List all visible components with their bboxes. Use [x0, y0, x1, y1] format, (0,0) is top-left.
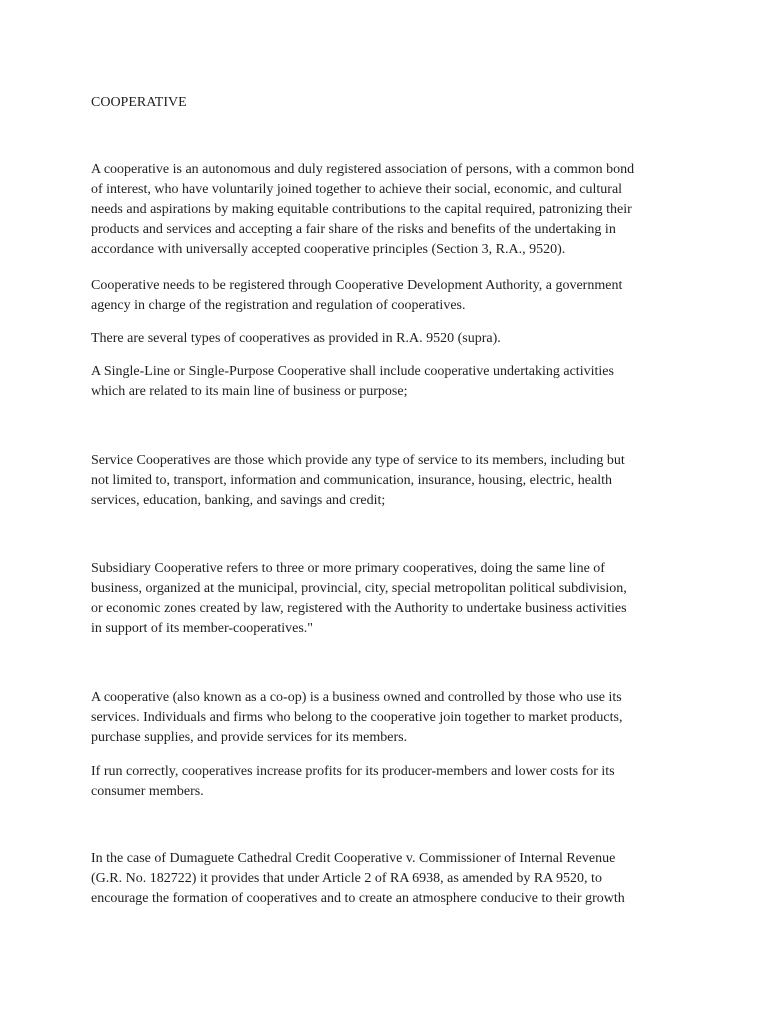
- paragraph-line: agency in charge of the registration and regulation of cooperatives.: [91, 298, 466, 313]
- paragraph-line: accordance with universally accepted cooperative principles (Section 3, R.A., 9520).: [91, 242, 566, 257]
- paragraph-line: services, education, banking, and savings and credit;: [91, 493, 386, 508]
- paragraph-line: In the case of Dumaguete Cathedral Credit Cooperative v. Commissioner of Internal Revenue: [91, 851, 616, 866]
- paragraph-line: consumer members.: [91, 784, 204, 799]
- paragraph-line: (G.R. No. 182722) it provides that under Article 2 of RA 6938, as amended by RA 9520, to: [91, 871, 602, 886]
- paragraph-line: There are several types of cooperatives as provided in R.A. 9520 (supra).: [91, 331, 501, 346]
- paragraph-line: in support of its member-cooperatives.": [91, 621, 313, 636]
- paragraph-line: of interest, who have voluntarily joined together to achieve their social, economic, and cultural: [91, 182, 623, 197]
- paragraph-line: If run correctly, cooperatives increase profits for its producer-members and lower costs for its: [91, 764, 615, 779]
- paragraph-line: Subsidiary Cooperative refers to three or more primary cooperatives, doing the same line of: [91, 561, 605, 576]
- paragraph-line: A cooperative (also known as a co-op) is a business owned and controlled by those who use its: [91, 690, 622, 705]
- paragraph-line: purchase supplies, and provide services for its members.: [91, 730, 408, 745]
- document-title: COOPERATIVE: [91, 95, 187, 110]
- paragraph-line: Cooperative needs to be registered through Cooperative Development Authority, a government: [91, 278, 623, 293]
- paragraph-line: needs and aspirations by making equitable contributions to the capital required, patronizing their: [91, 202, 632, 217]
- paragraph-line: A Single-Line or Single-Purpose Cooperative shall include cooperative undertaking activities: [91, 364, 614, 379]
- paragraph-line: services. Individuals and firms who belong to the cooperative join together to market products,: [91, 710, 623, 725]
- paragraph-line: Service Cooperatives are those which provide any type of service to its members, including but: [91, 453, 625, 468]
- paragraph-line: which are related to its main line of business or purpose;: [91, 384, 408, 399]
- paragraph-line: A cooperative is an autonomous and duly registered association of persons, with a common bond: [91, 162, 635, 177]
- paragraph-line: encourage the formation of cooperatives and to create an atmosphere conducive to their growth: [91, 891, 625, 906]
- paragraph-line: or economic zones created by law, registered with the Authority to undertake business activities: [91, 601, 627, 616]
- paragraph-line: business, organized at the municipal, provincial, city, special metropolitan political subdivision,: [91, 581, 627, 596]
- paragraph-line: not limited to, transport, information and communication, insurance, housing, electric, health: [91, 473, 612, 488]
- paragraph-line: products and services and accepting a fair share of the risks and benefits of the undertaking in: [91, 222, 616, 237]
